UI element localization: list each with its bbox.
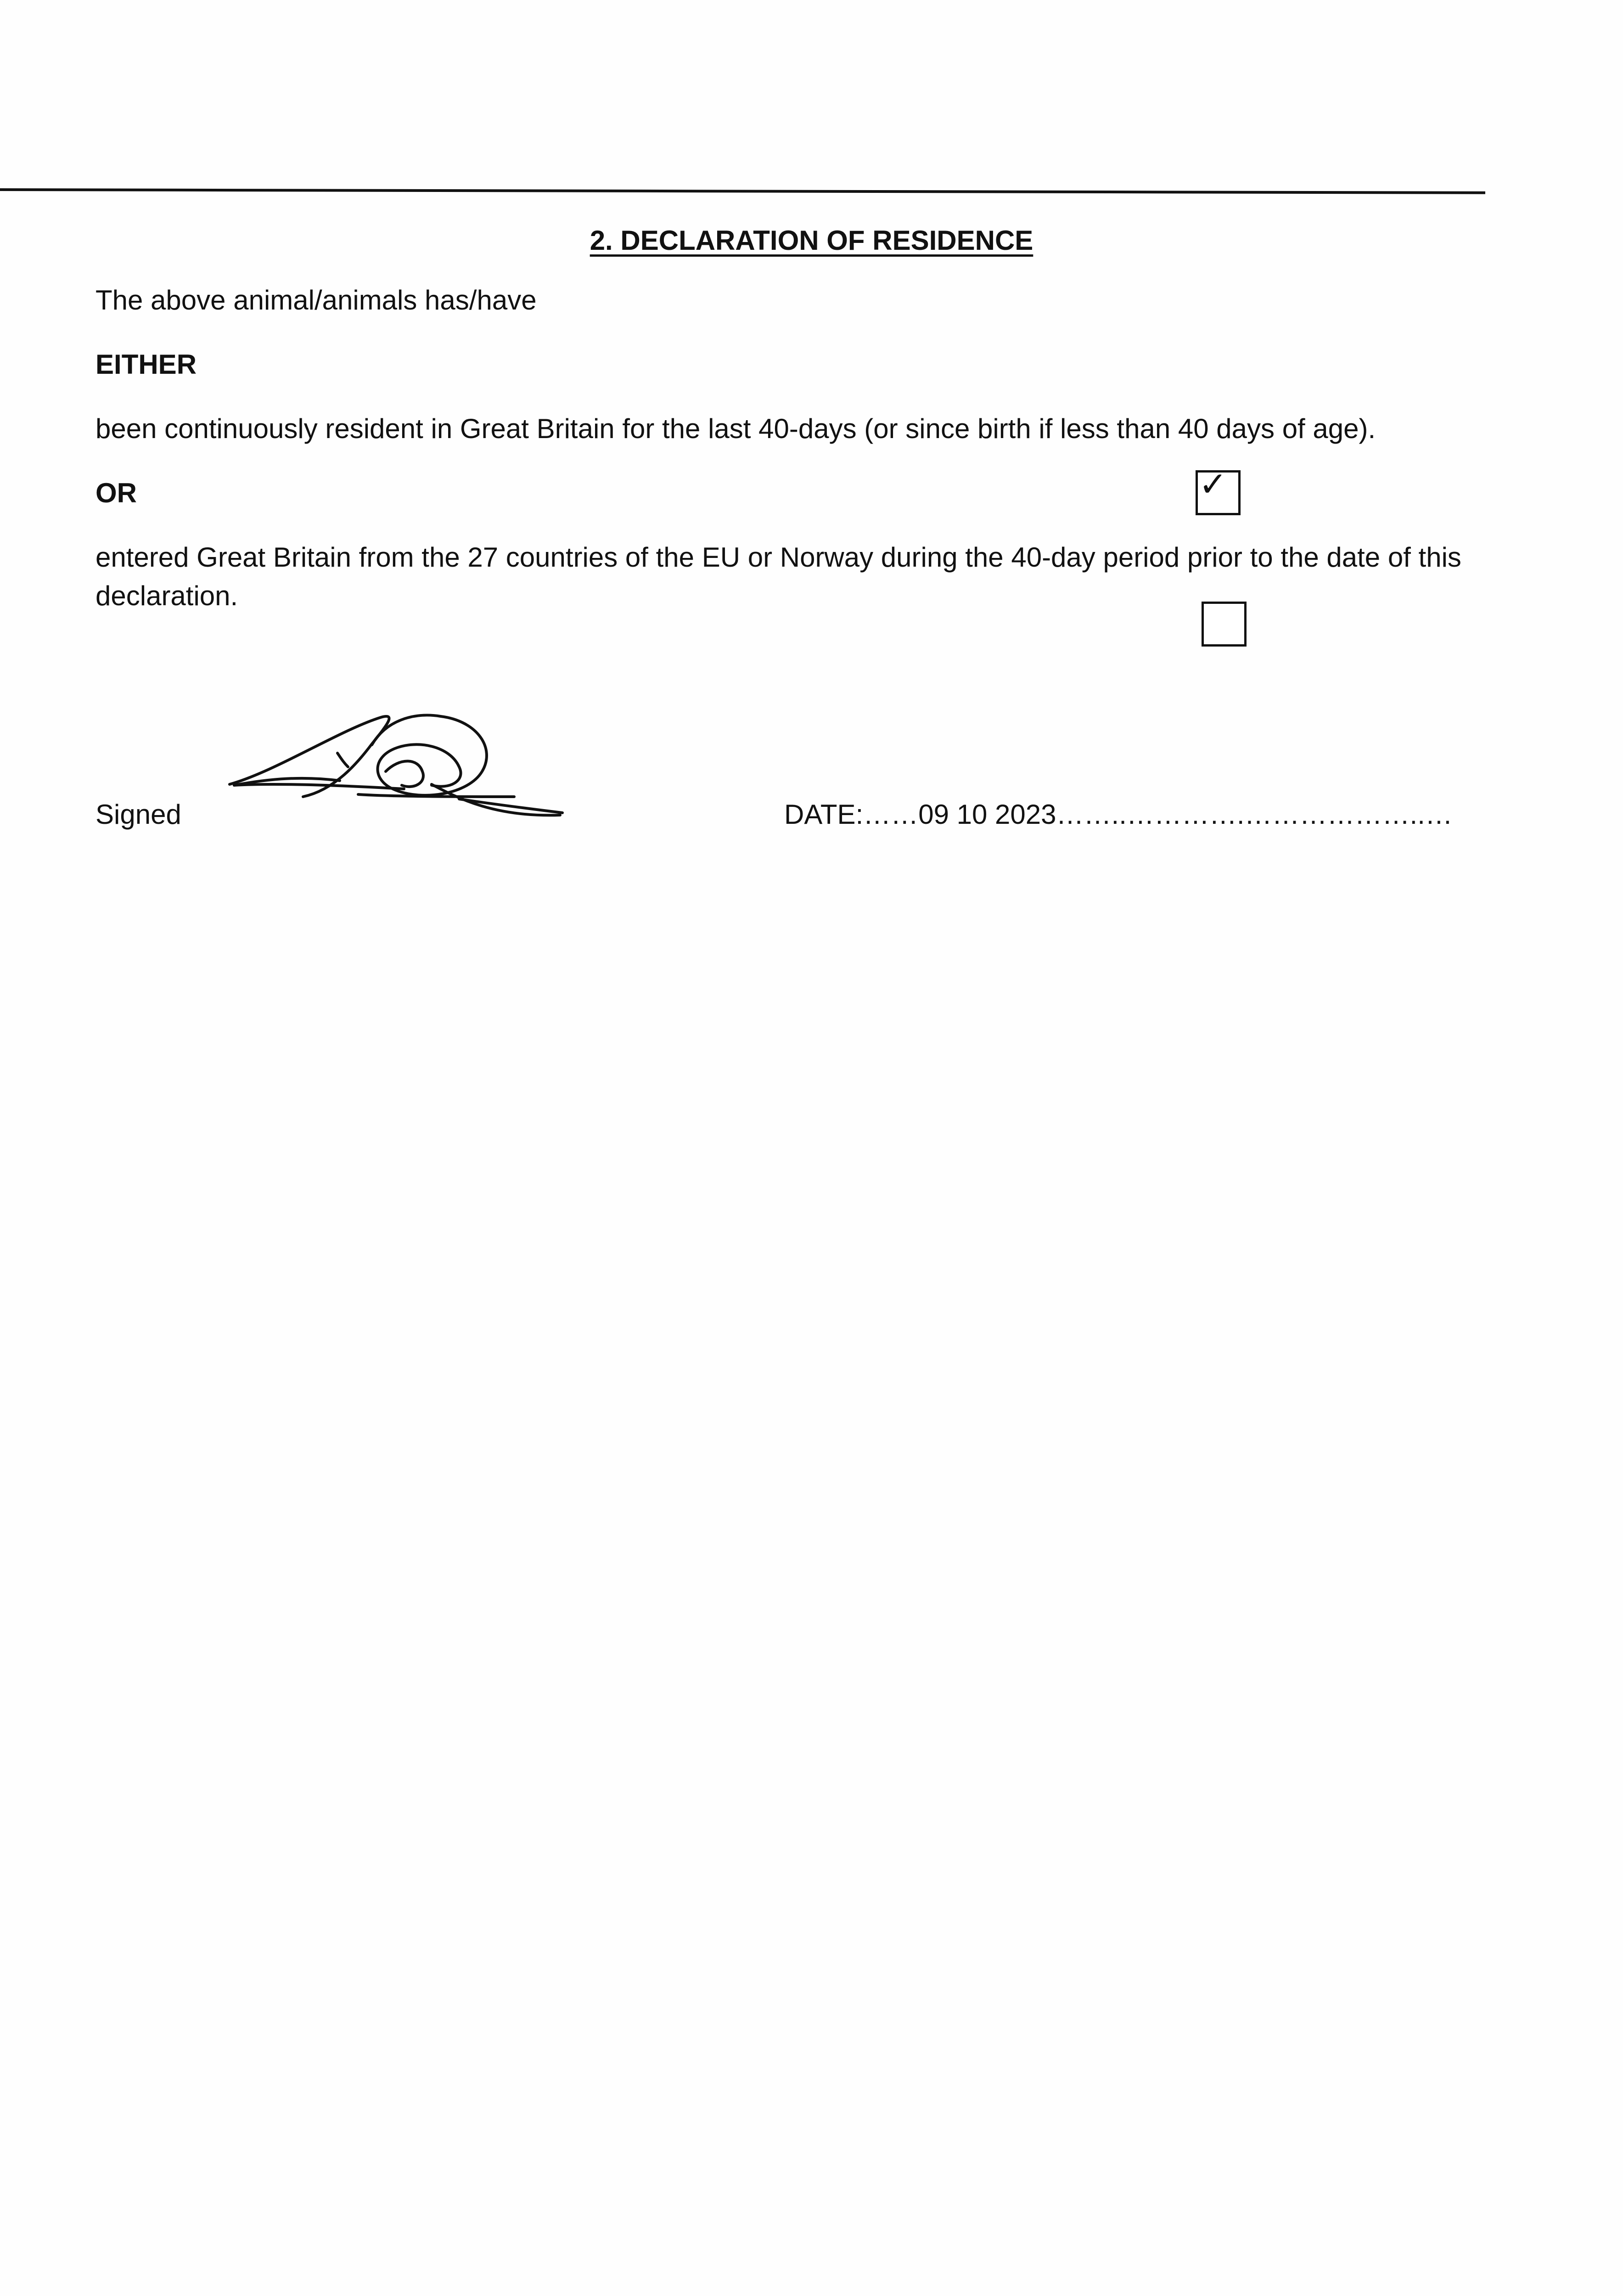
option-2-text: entered Great Britain from the 27 countries of the EU or Norway during the 40-day period prior to the date of this declaration. [95, 542, 1461, 611]
option-2-checkbox[interactable] [1202, 602, 1247, 647]
section-title: 2. DECLARATION OF RESIDENCE [590, 225, 1033, 256]
either-label: EITHER [95, 349, 197, 380]
date-field: DATE:……09 10 2023……..………….………………..… [784, 799, 1453, 830]
intro-text: The above animal/animals has/have [95, 285, 537, 315]
option-1-text: been continuously resident in Great Britain for the last 40-days (or since birth if less than 40 days of age). [95, 413, 1376, 444]
top-divider-line [0, 188, 1485, 194]
checkmark-icon: ✓ [1199, 465, 1228, 504]
or-label: OR [95, 478, 137, 508]
option-1-checkbox[interactable] [1196, 465, 1241, 515]
handwritten-signature [220, 703, 569, 827]
signed-label: Signed [95, 799, 181, 830]
